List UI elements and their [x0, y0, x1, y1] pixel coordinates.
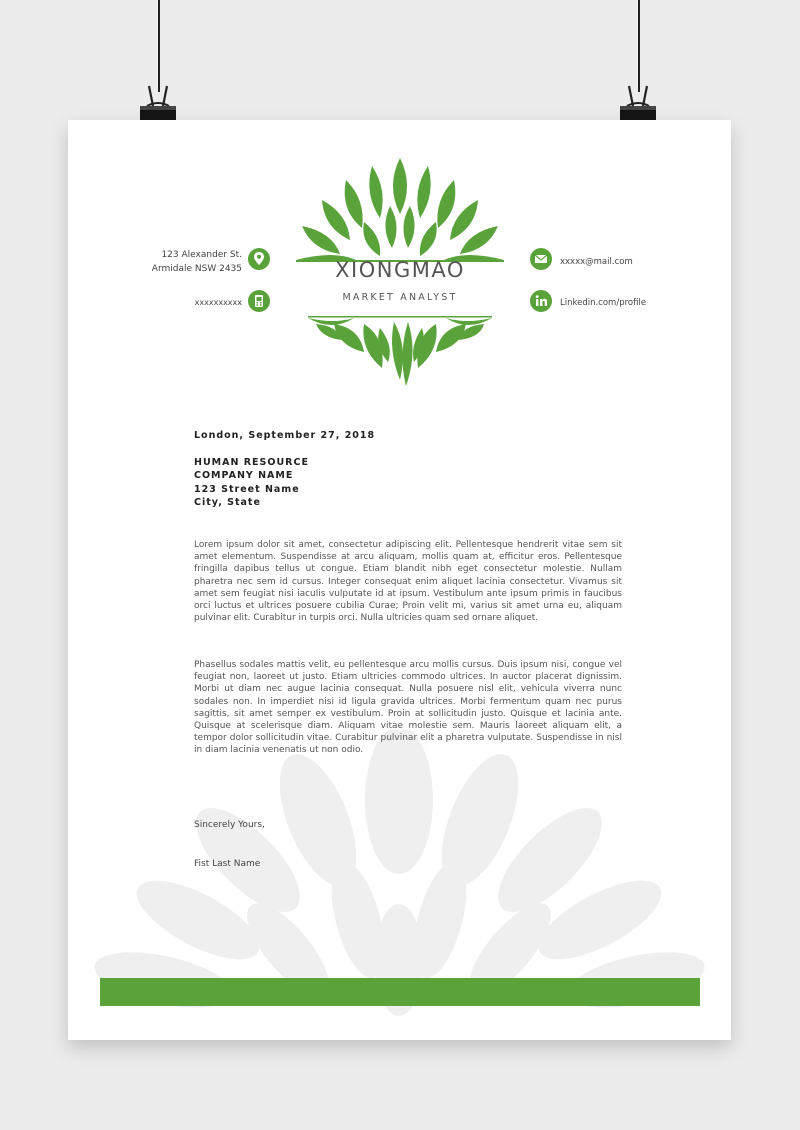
linkedin-icon — [530, 290, 552, 312]
body-paragraph-2: Phasellus sodales mattis velit, eu pellentesque arcu mollis cursus. Duis ipsum nisi, congue vel feugiat non, laoreet ut justo. Etiam ultricies commodo ultrices. In auctor placerat dignissim. Morbi ut diam nec augue lacinia consequat. Nulla posuere nisl elit, vehicula viverra nunc sodales non. In imperdiet nisi id ligula gravida ultrices. Morbi fermentum quam nec purus sagittis, sit amet semper ex vestibulum. Proin at sollicitudin justo. Quisque et lacinia ante. Quisque at scelerisque diam. Aliquam vitae molestie sem. Mauris laoreet aliquam elit, a tempor dolor sollicitudin vitae. Curabitur pulvinar elit a pharetra vulputate. Suspendisse in nisl in diam lacinia venenatis ut non odio. — [194, 660, 622, 756]
hanging-wire-right — [638, 0, 640, 92]
recipient-block — [194, 456, 622, 509]
brand-name: XIONGMAO — [335, 258, 465, 282]
letterhead-paper — [68, 120, 731, 1040]
recipient-line: COMPANY NAME — [194, 470, 294, 482]
recipient-line: City, State — [194, 496, 261, 508]
email-text: xxxxx@mail.com — [560, 257, 633, 267]
recipient-line: 123 Street Name — [194, 483, 300, 495]
address-line-1: 123 Alexander St. — [161, 250, 242, 260]
letter-date: London, September 27, 2018 — [194, 430, 376, 441]
location-pin-icon — [248, 248, 270, 270]
address-block — [150, 248, 242, 276]
address-line-2: Armidale NSW 2435 — [151, 264, 242, 274]
footer-accent-bar — [100, 978, 700, 1006]
hanging-wire-left — [158, 0, 160, 92]
phone-text: xxxxxxxxxx — [194, 298, 242, 307]
phone-icon — [248, 290, 270, 312]
recipient-line: HUMAN RESOURCE — [194, 457, 309, 468]
body-paragraph-1: Lorem ipsum dolor sit amet, consectetur adipiscing elit. Pellentesque hendrerit vitae sem sit amet elementum. Suspendisse at arcu aliquam, mollis quam at, efficitur eros. Pellentesque fringilla dapibus tellus ut congue. Etiam blandit nibh eget consectetur molestie. Nullam pharetra nec sem id cursus. Integer consequat enim aliquet lacinia consectetur. Vivamus sit amet sem feugiat nisi iaculis vulputate id at ipsum. Vestibulum ante ipsum primis in faucibus orci luctus et ultrices posuere cubilia Curae; Proin velit mi, varius sit amet urna eu, aliquam pulvinar elit. Curabitur in turpis orci. Nulla ultricies quam sed ornare aliquet. — [194, 540, 622, 624]
linkedin-text: Linkedin.com/profile — [560, 298, 647, 308]
closing-line: Sincerely Yours, — [194, 820, 265, 830]
mail-icon — [530, 248, 552, 270]
signer-name: Fist Last Name — [194, 859, 261, 869]
brand-title: MARKET ANALYST — [342, 292, 458, 303]
